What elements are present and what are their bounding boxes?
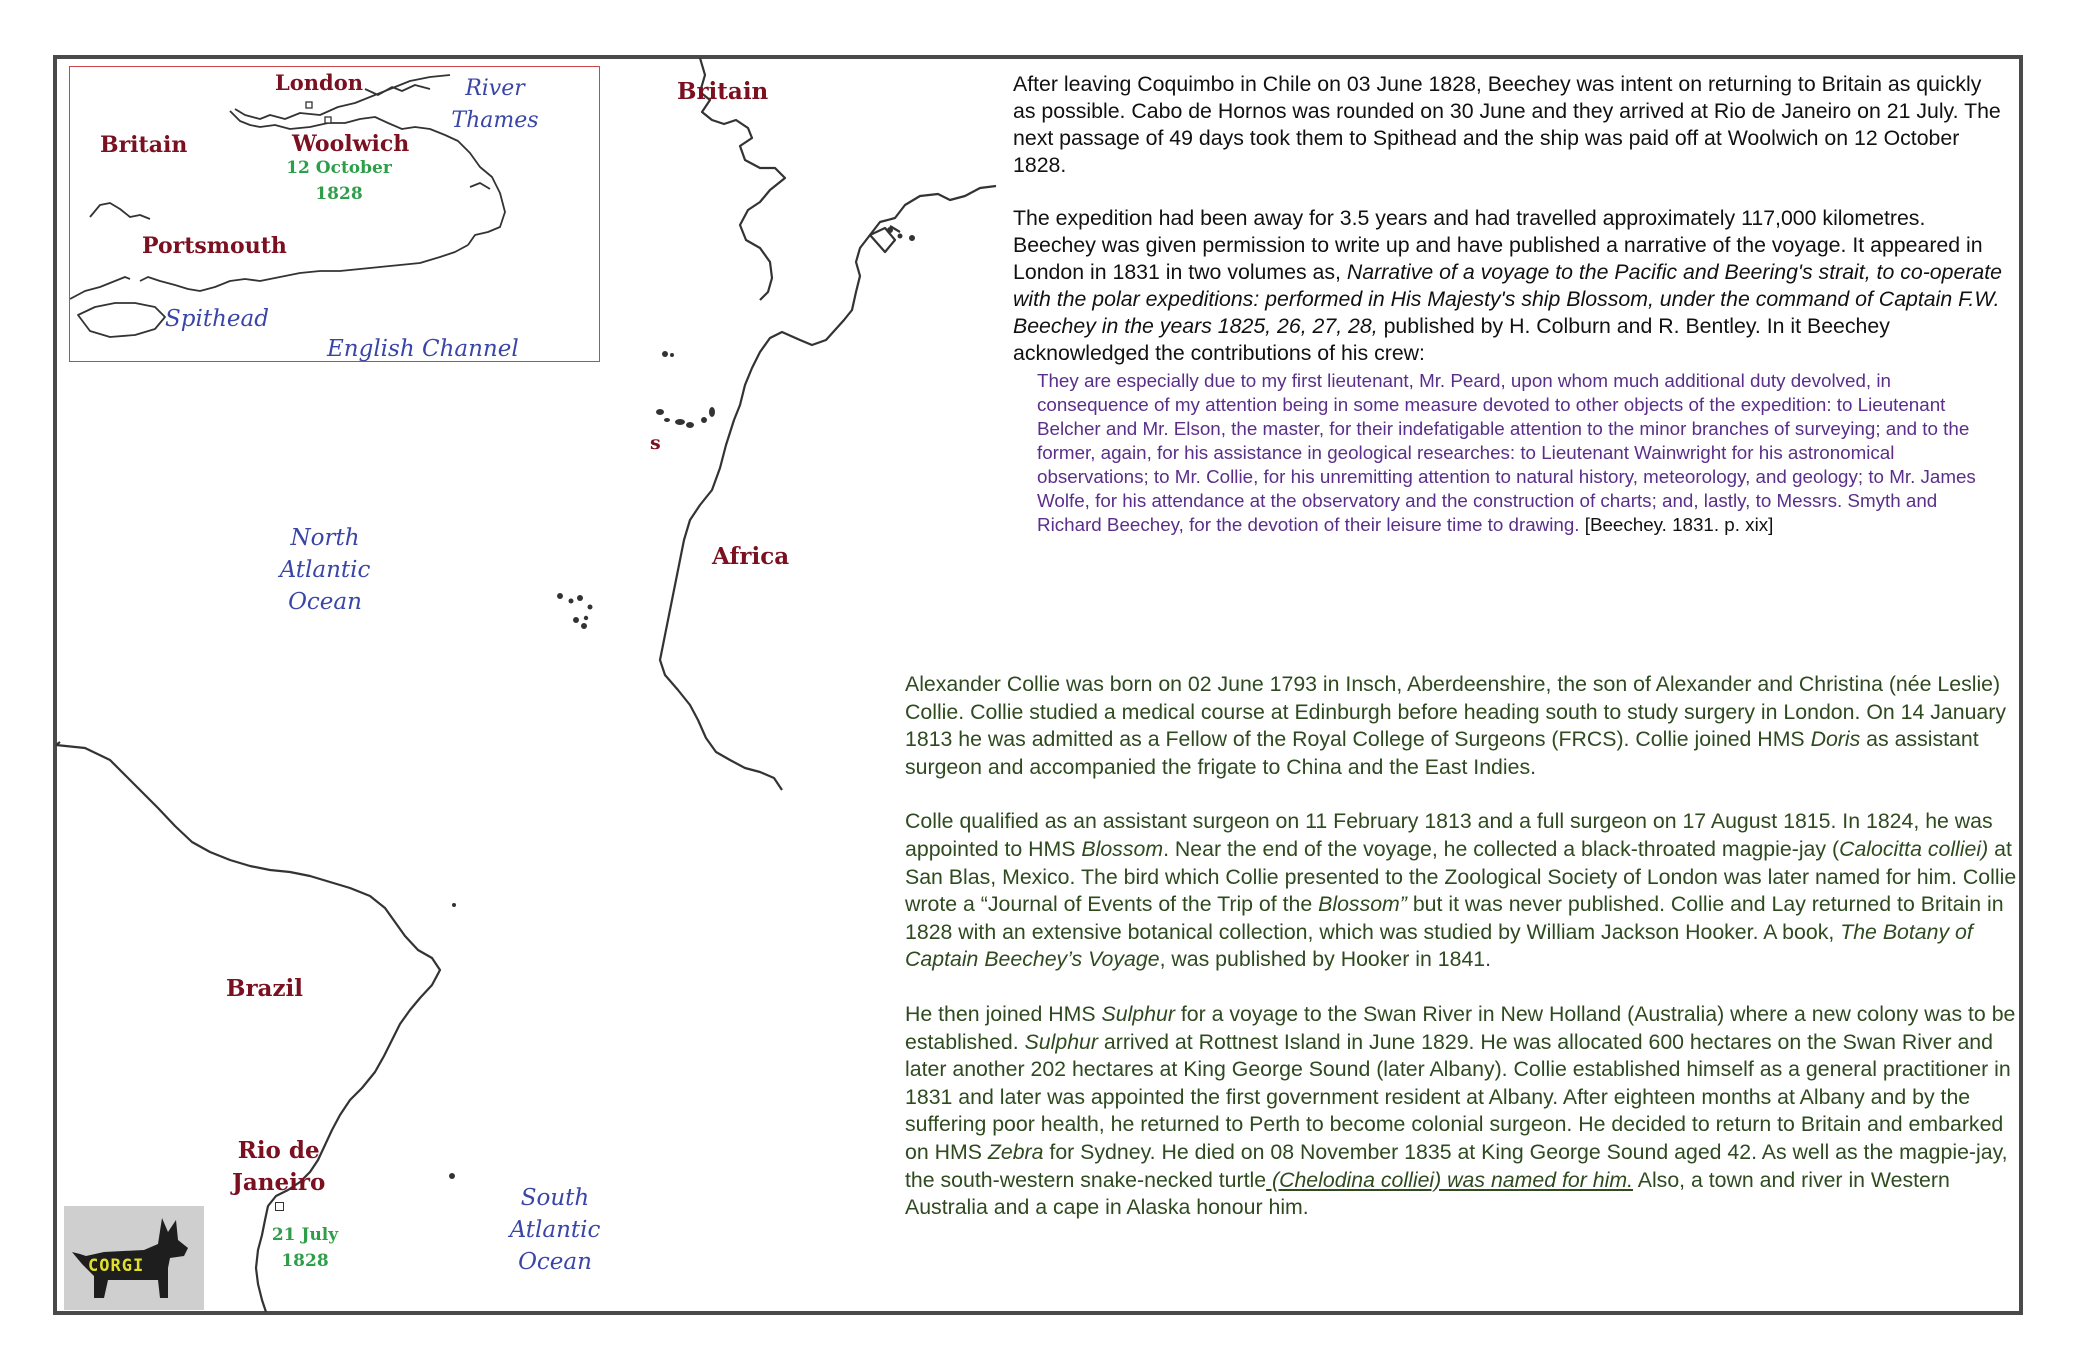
inset-label-london: London <box>275 70 363 95</box>
bio-paragraph-3: He then joined HMS Sulphur for a voyage to the Swan River in New Holland (Australia) where a new colony was to be established. Sulphur arrived at Rottnest Island in June 1829. He was allocated 600 hectares on the Swan River and later another 202 hectares at King George Sound (later Albany). Collie established himself as a general practitioner in 1831 and later was appointed the first government resident at Albany. After eighteen months at Albany and by the suffering poor health, he returned to Perth to become colonial surgeon. He decided to return to Britain and embarked on HMS Zebra for Sydney. He died on 08 November 1835 at King George Sound aged 42. As well as the magpie-jay, the south-western snake-necked turtle (Chelodina colliei) was named for him. Also, a town and river in Western Australia and a cape in Alaska honour him. <box>905 1001 2016 1220</box>
map-label-north-atlantic: North Atlantic Ocean <box>279 525 371 615</box>
corgi-logo <box>64 1206 204 1310</box>
rio-marker-icon <box>275 1202 284 1211</box>
map-label-britain: Britain <box>677 78 769 105</box>
map-label-rio-date: 21 July 1828 <box>271 1225 339 1271</box>
inset-label-spithead: Spithead <box>165 306 269 332</box>
map-label-rio-de-janeiro: Rio de Janeiro <box>232 1137 326 1196</box>
inset-label-britain: Britain <box>100 132 188 158</box>
logo-text: CORGI <box>88 1256 145 1276</box>
map-label-island-s: s <box>650 432 661 454</box>
bio-paragraph-2: Colle qualified as an assistant surgeon on 11 February 1813 and a full surgeon on 17 August 1815. In 1824, he was appointed to HMS Blossom. Near the end of the voyage, he collected a black-throated magpie-jay (Calocitta colliei) at San Blas, Mexico. The bird which Collie presented to the Zoological Society of London was later named for him. Collie wrote a “Journal of Events of the Trip of the Blossom” but it was never published. Collie and Lay returned to Britain in 1828 with an extensive botanical collection, which was studied by William Jackson Hooker. A book, The Botany of Captain Beechey’s Voyage, was published by Hooker in 1841. <box>905 809 2017 972</box>
inset-map-thames-spithead <box>69 66 600 362</box>
atlantic-islands <box>449 227 915 1179</box>
map-label-africa: Africa <box>712 543 790 570</box>
map-label-south-atlantic: South Atlantic Ocean <box>509 1185 601 1275</box>
inset-label-portsmouth: Portsmouth <box>142 233 287 259</box>
narrative-paragraph-1: After leaving Coquimbo in Chile on 03 June 1828, Beechey was intent on returning to Britain as quickly as possible. Cabo de Hornos was rounded on 30 June and they arrived at Rio de Janeiro on 21 July. The next passage of 49 days took them to Spithead and the ship was paid off at Woolwich on 12 October 1828. <box>1013 72 2001 177</box>
bio-paragraph-1: Alexander Collie was born on 02 June 1793 in Insch, Aberdeenshire, the son of Alexander and Christina (née Leslie) Collie. Collie studied a medical course at Edinburgh before heading south to study surgery in London. On 14 January 1813 he was admitted as a Fellow of the Royal College of Surgeons (FRCS). Collie joined HMS Doris as assistant surgeon and accompanied the frigate to China and the East Indies. <box>905 672 2007 779</box>
narrative-text <box>1013 71 2003 537</box>
collie-biography <box>905 671 2023 1249</box>
beechey-quote: They are especially due to my first lieutenant, Mr. Peard, upon whom much additional duty devolved, in consequence of my attention being in some measure devoted to other objects of the expedition: to Lieutenant Belcher and Mr. Elson, the master, for their indefatigable attention to the minor branches of surveying; and to the former, again, for his assistance in geological researches: to Lieutenant Wainwright for his astronomical observations; to Mr. Collie, for his unremitting attention to natural history, meteorology, and geology; to Mr. James Wolfe, for his attendance at the observatory and the construction of charts; and, lastly, to Messrs. Smyth and Richard Beechey, for the devotion of their leisure time to drawing. [Beechey. 1831. p. xix] <box>1037 370 1976 535</box>
inset-label-woolwich-date: 12 October 1828 <box>286 158 392 204</box>
inset-label-river-thames: River Thames <box>451 76 539 133</box>
map-label-brazil: Brazil <box>226 975 303 1002</box>
inset-label-english-channel: English Channel <box>327 336 519 362</box>
quote-citation: [Beechey. 1831. p. xix] <box>1579 514 1774 535</box>
inset-label-woolwich: Woolwich <box>292 131 410 157</box>
narrative-paragraph-2: The expedition had been away for 3.5 years and had travelled approximately 117,000 kilometres. Beechey was given permission to write up and have published a narrative of the voyage. It appeared in London in 1831 in two volumes as, Narrative of a voyage to the Pacific and Beering's strait, to co-operate with the polar expeditions: performed in His Majesty's ship Blossom, under the command of Captain F.W. Beechey in the years 1825, 26, 27, 28, published by H. Colburn and R. Bentley. In it Beechey acknowledged the contributions of his crew: <box>1013 206 2003 365</box>
book-title: Narrative of a voyage to the Pacific and Beering's strait, to co-operate with the polar expeditions: performed in His Majesty's ship Blossom, under the command of Captain F.W. Beechey in the years 1825, 26, 27, 28, <box>1013 260 2003 338</box>
